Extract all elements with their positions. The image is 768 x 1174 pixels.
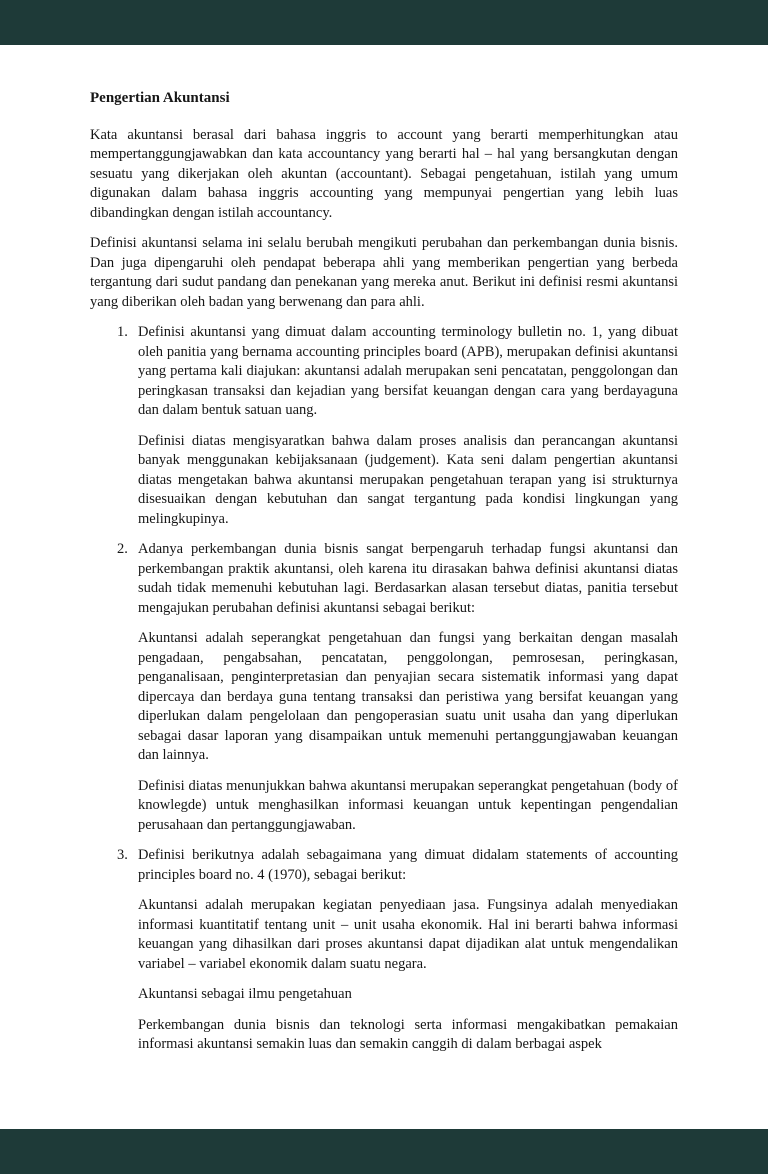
list-item-body: [138, 540, 678, 835]
list-item-paragraph: Definisi akuntansi yang dimuat dalam accounting terminology bulletin no. 1, yang dibuat oleh panitia yang bernama accounting principles board (APB), merupakan definisi akuntansi yang pertama kali diajukan: akuntansi adalah merupakan seni pencatatan, penggolongan dan peringkasan transaksi dan kejadian yang bersifat keuangan dengan cara yang berdayaguna dan dalam bentuk satuan uang.: [138, 324, 678, 418]
list-item-body: [138, 323, 678, 529]
definition-list: [90, 323, 678, 1055]
intro-paragraph: Definisi akuntansi selama ini selalu berubah mengikuti perubahan dan perkembangan dunia bisnis. Dan juga dipengaruhi oleh pendapat beberapa ahli yang memberikan pengertian yang berbeda tergantung dari sudut pandang dan penekanan yang mereka anut. Berikut ini definisi resmi akuntansi yang diberikan oleh badan yang berwenang dan para ahli.: [90, 235, 678, 310]
list-item-paragraph: Akuntansi adalah seperangkat pengetahuan dan fungsi yang berkaitan dengan masalah pengadaan, pengabsahan, pencatatan, penggolongan, pemrosesan, peringkasan, penganalisaan, penginterpretasian dan penyajian secara sistematik informasi yang dapat dipercaya dan berdaya guna tentang transaksi dan peristiwa yang bersifat keuangan yang diperlukan dalam pengelolaan dan pengoperasian suatu unit usaha dan yang diperlukan sebagai dasar laporan yang disampaikan untuk memenuhi pertanggungjawaban keuangan dan lainnya.: [138, 630, 678, 763]
list-item-paragraph: Perkembangan dunia bisnis dan teknologi serta informasi mengakibatkan pemakaian informasi akuntansi semakin luas dan semakin canggih di dalam berbagai aspek: [138, 1016, 678, 1052]
document-title: Pengertian Akuntansi: [90, 90, 230, 106]
list-item: [90, 846, 678, 1055]
list-item-paragraph: Definisi berikutnya adalah sebagaimana yang dimuat didalam statements of accounting principles board no. 4 (1970), sebagai berikut:: [138, 847, 678, 883]
list-item-paragraph: Definisi diatas menunjukkan bahwa akuntansi merupakan seperangkat pengetahuan (body of knowlegde) untuk menghasilkan informasi keuangan untuk kepentingan pengendalian perusahaan dan pertanggungjawaban.: [138, 777, 678, 833]
list-item-number: 3.: [117, 847, 128, 863]
intro-paragraph: Kata akuntansi berasal dari bahasa inggris to account yang berarti memperhitungkan atau mempertanggungjawabkan dan kata accountancy yang berarti hal – hal yang bersangkutan dengan sesuatu yang dikerjakan oleh akuntan (accountant). Sebagai pengetahuan, istilah yang umum digunakan dalam bahasa inggris accounting yang mempunyai pengertian yang lebih luas dibandingkan dengan istilah accountancy.: [90, 126, 678, 221]
list-item-body: [138, 846, 678, 1055]
top-edge-bar: [0, 0, 768, 45]
list-item-paragraph: Adanya perkembangan dunia bisnis sangat berpengaruh terhadap fungsi akuntansi dan perkembangan praktik akuntansi, oleh karena itu dirasakan bahwa definisi akuntansi diatas sudah tidak memenuhi kebutuhan lagi. Berdasarkan alasan tersebut diatas, panitia tersebut mengajukan perubahan definisi akuntansi sebagai berikut:: [138, 541, 678, 616]
list-item-paragraph: Akuntansi adalah merupakan kegiatan penyediaan jasa. Fungsinya adalah menyediakan informasi kuantitatif tentang unit – unit usaha ekonomik. Hal ini berarti bahwa informasi keuangan yang dihasilkan dari proses akuntansi dapat dijadikan alat untuk mengendalikan variabel – variabel ekonomik dalam suatu negara.: [138, 897, 678, 972]
list-item-paragraph: Definisi diatas mengisyaratkan bahwa dalam proses analisis dan perancangan akuntansi banyak menggunakan kebijaksanaan (judgement). Kata seni dalam pengertian akuntansi diatas mengetakan bahwa akuntansi merupakan pengetahuan terapan yang isi strukturnya disesuaikan dengan kebutuhan dan sangat tergantung pada kondisi lingkungan yang melingkupinya.: [138, 432, 678, 527]
document-content: [0, 45, 768, 1129]
list-item: [90, 323, 678, 529]
list-item: [90, 540, 678, 835]
bottom-edge-bar: [0, 1129, 768, 1174]
list-item-number: 2.: [117, 541, 128, 557]
list-item-paragraph: Akuntansi sebagai ilmu pengetahuan: [138, 986, 352, 1002]
list-item-number: 1.: [117, 324, 128, 340]
